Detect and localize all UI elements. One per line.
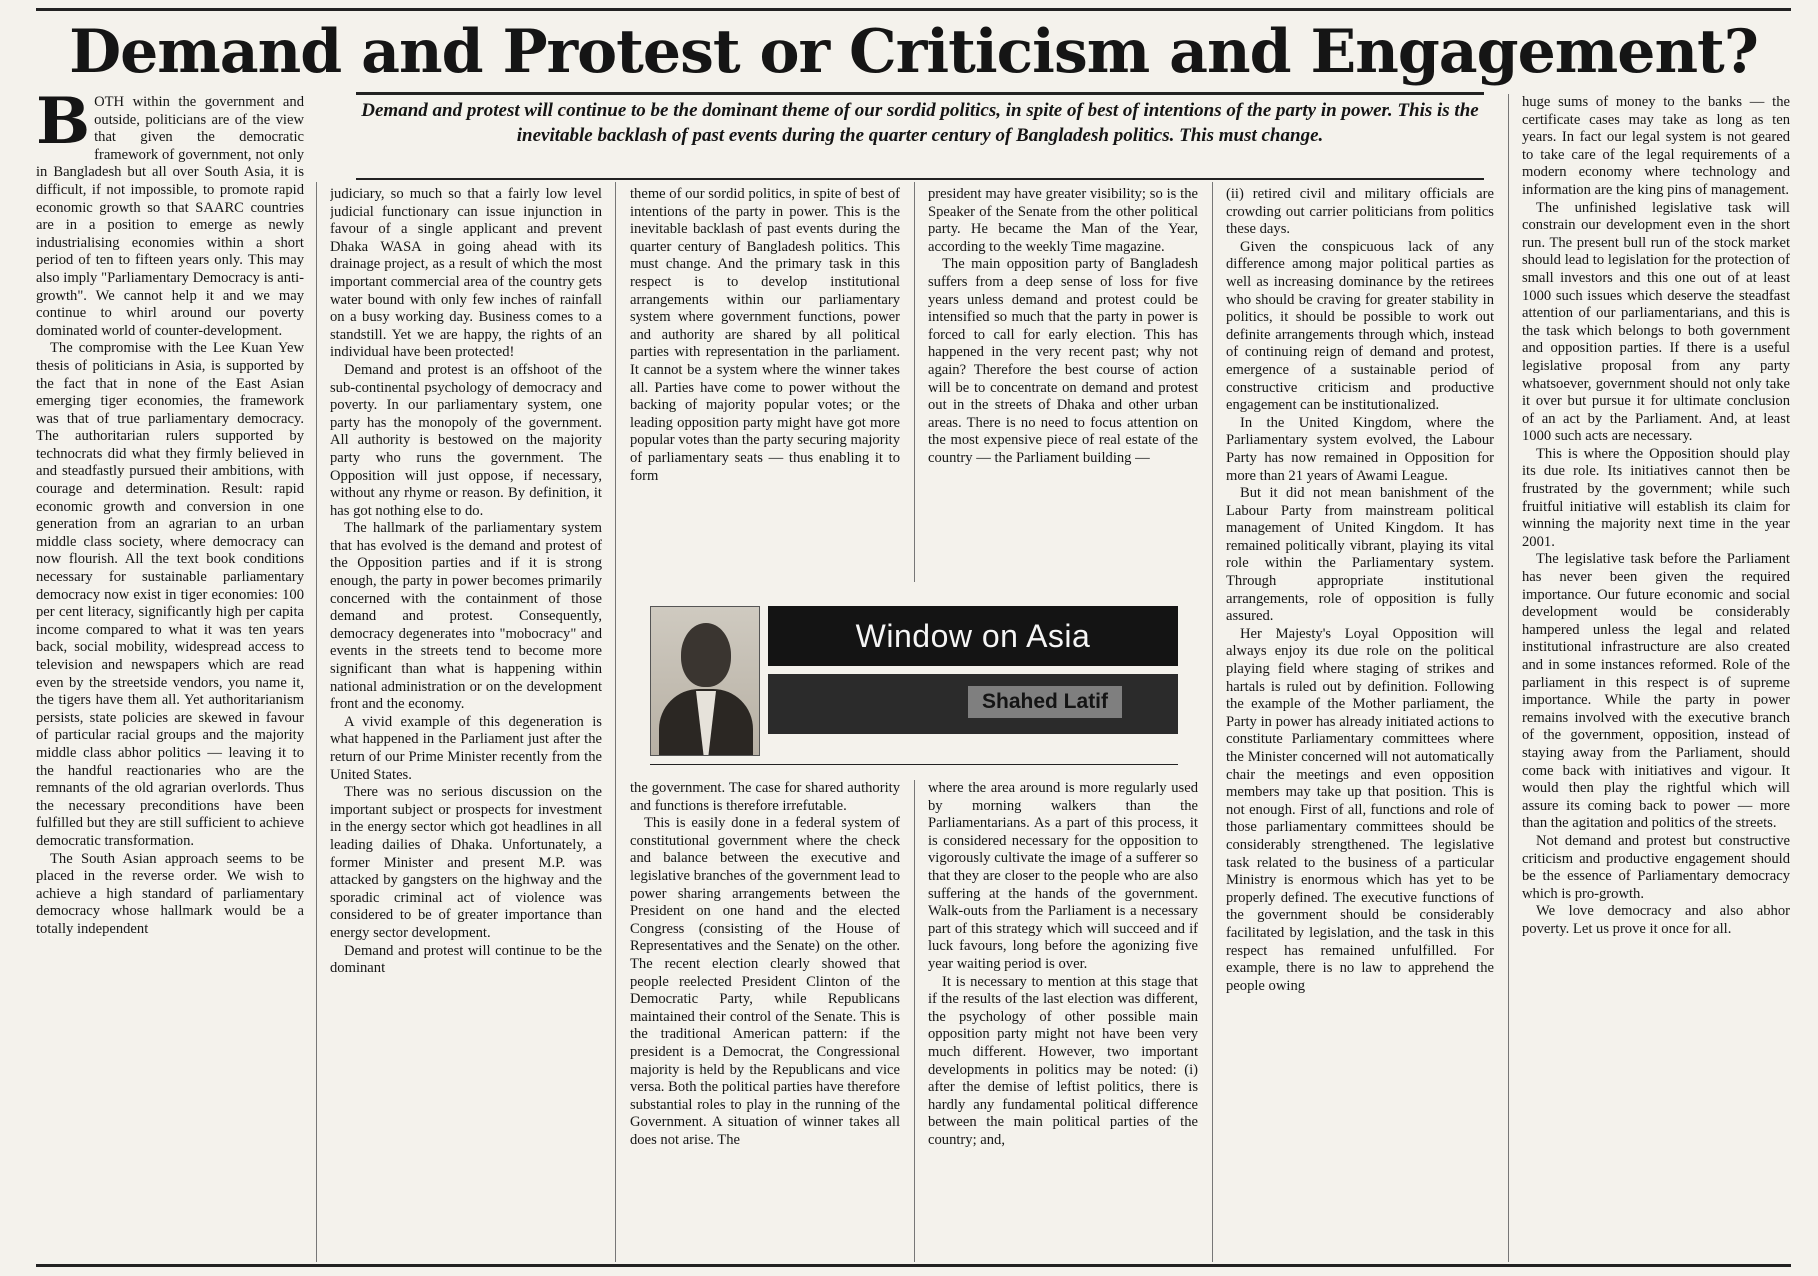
- paragraph: Demand and protest is an offshoot of the sub-continental psychology of democracy and poverty. In our parliamentary system, one party has the monopoly of the government. All authority is bestowed on the majority party who runs the government. The Opposition will just oppose, if necessary, without any rhyme or reason. By definition, it has got nothing else to do.: [330, 361, 602, 519]
- box-rule: [650, 764, 1178, 765]
- deck-rule-top: [356, 92, 1484, 95]
- paragraph: theme of our sordid politics, in spite of best of intentions of the party in power. This is the inevitable backlash of past events during the quarter century of Bangladesh politics. This must change. And the primary task in this respect is to develop institutional arrangements within our parliamentary system where government functions, power and authority are shared by all political parties with representation in the parliament. It cannot be a system where the winner takes all. Parties have come to power without the backing of majority popular votes; or the leading opposition party might have got more popular votes than the party securing majority of parliamentary seats — thus enabling it to form: [630, 186, 900, 484]
- article-column-2: [330, 186, 602, 1262]
- deck-rule-bottom: [356, 178, 1484, 180]
- paragraph: OTH within the government and outside, politicians are of the view that given the democratic framework of government, not only in Bangladesh but all over South Asia, it is difficult, if not impossible, to promote rapid economic growth so that SAARC countries are in a position to emerge as newly industrialising economies within a short period of ten to fifteen years only. This may also imply "Parliamentary Democracy is anti-growth". We cannot help it and we may continue to whirl around our poverty dominated world of counter-development.: [36, 94, 304, 339]
- column-divider: [316, 182, 317, 1262]
- author-photo: [650, 606, 760, 756]
- paragraph: where the area around is more regularly used by morning walkers than the Parliamentarians. As a part of this process, it is considered necessary for the opposition to vigorously cultivate the image of a sufferer so that they are closer to the people who are also suffering at the hands of the government. Walk-outs from the Parliament is a necessary part of this strategy which will succeed and if luck favours, long before the agonizing five year waiting period is over.: [928, 780, 1198, 972]
- article-column-5: [1226, 186, 1494, 1262]
- article-column-6: [1522, 94, 1790, 1262]
- article-column-3-top: [630, 186, 900, 584]
- paragraph: The South Asian approach seems to be placed in the reverse order. We wish to achieve a high standard of parliamentary democracy whose hallmark would be a totally independent: [36, 850, 304, 937]
- paragraph: The main opposition party of Bangladesh suffers from a deep sense of loss for five years unless demand and protest could be intensified so much that the party in power is forced to call for early election. This has happened in the very recent past; why not again? Therefore the best course of action will be to concentrate on demand and protest out in the streets of Dhaka and other urban areas. There is no need to focus attention on the most expensive piece of real estate of the country — the Parliament building —: [928, 256, 1198, 466]
- paragraph: The compromise with the Lee Kuan Yew thesis of politicians in Asia, is supported by the fact that in none of the East Asian emerging tiger economies, the framework was that of true parliamentary democracy. The authoritarian rulers supported by technocrats did what they firmly believed in and steadfastly pursued their ambitions, with courage and determination. Result: rapid economic growth and conversion in one generation from an agrarian to an urban middle class society, where democracy can now flourish. All the text book conditions necessary for sustainable parliamentary democracy now exist in tiger economies: 100 per cent literacy, significantly high per capita income compared to what it was ten years back, social mobility, widespread access to television and newspapers which are read even by the streetside vendors, you name it, the tigers have them all. Yet authoritarianism persists, state policies are skewed in favour of particular racial groups and the majority middle class abhor politics — leaving it to the handful reactionaries who are the remnants of the old agrarian overlords. Thus the necessary preconditions have been fulfilled but they are still sufficient to achieve democratic transformation.: [36, 340, 304, 849]
- paragraph: The legislative task before the Parliament has never been given the required importance. Our future economic and social development would be considerably hampered unless the legal and related institutional infrastructure are also created and in some instances reformed. Role of the parliament in this respect is of supreme importance. While the party in power remains involved with the executive branch of the government, opposition, instead of staying away from the Parliament, should come back with initiatives and vigour. It would then play the rightful which will assure its coming back to power — more than the agitation and politics of the streets.: [1522, 551, 1790, 832]
- article-column-4-bottom: [928, 780, 1198, 1262]
- bottom-rule: [36, 1264, 1791, 1267]
- deck-summary: Demand and protest will continue to be the dominant theme of our sordid politics, in spite of best of intentions of the party in power. This is the inevitable backlash of past events during the quarter century of Bangladesh politics. This must change.: [361, 100, 1479, 146]
- paragraph: This is easily done in a federal system of constitutional government where the check and balance between the executive and legislative branches of the government lead to power sharing arrangements between the President on one hand and the elected Congress (consisting of the House of Representatives and the Senate) on the other. The recent election clearly showed that people reelected President Clinton of the Democratic Party, while Republicans maintained their control of the Senate. This is the traditional American pattern: if the president is a Democrat, the Congressional majority is held by the Republicans and vice versa. Both the political parties have therefore substantial roles to play in the running of the Government. A situation of winner takes all does not arise. The: [630, 815, 900, 1148]
- paragraph: Her Majesty's Loyal Opposition will always enjoy its due role on the political playing field where staging of strikes and hartals is ruled out by definition. Following the example of the Mother parliament, the Party in power has already initiated actions to constitute Parliamentary committees where the Minister concerned will not automatically chair the meetings and even opposition members may take up that position. This is not enough. First of all, functions and role of those parliamentary committees should be considerably strengthened. The legislative task related to the business of a particular Ministry is enormous which has yet to be properly defined. The executive functions of the government should be considerably facilitated by legislation, and the task in this respect has remained unfulfilled. For example, there is no law to apprehend the people owing: [1226, 625, 1494, 994]
- author-byline: Shahed Latif: [968, 686, 1122, 718]
- paragraph: Demand and protest will continue to be the dominant: [330, 942, 602, 977]
- column-divider: [914, 780, 915, 1262]
- paragraph: the government. The case for shared authority and functions is therefore irrefutable.: [630, 780, 900, 814]
- column-divider: [615, 182, 616, 1262]
- paragraph: But it did not mean banishment of the Labour Party from mainstream political management of United Kingdom. It has remained politically vibrant, playing its vital role within the Parliamentary system. Through appropriate institutional arrangements, role of opposition is fully assured.: [1226, 485, 1494, 625]
- paragraph: A vivid example of this degeneration is what happened in the Parliament just after the return of our Prime Minister recently from the United States.: [330, 713, 602, 783]
- paragraph: Not demand and protest but constructive criticism and productive engagement should be the essence of Parliamentary democracy which is pro-growth.: [1522, 832, 1790, 902]
- paragraph: president may have greater visibility; so is the Speaker of the Senate from the other political party. He became the Man of the Year, according to the weekly Time magazine.: [928, 186, 1198, 255]
- column-header-box: [634, 588, 1182, 778]
- paragraph: This is where the Opposition should play its due role. Its initiatives cannot then be frustrated by the government; while such fruitful initiative will establish its claim for winning the majority next time in the year 2001.: [1522, 445, 1790, 550]
- drop-cap: B: [36, 94, 91, 159]
- paragraph: Given the conspicuous lack of any difference among major political parties as well as increasing dominance by the retirees who should be craving for greater stability in politics, it should be possible to work out definite arrangements through which, instead of continuing reign of demand and protest, emergence of a sustainable period of constructive criticism and productive engagement can be institutionalized.: [1226, 238, 1494, 414]
- paragraph: The hallmark of the parliamentary system that has evolved is the demand and protest of the Opposition parties and if it is strong enough, the party in power becomes primarily concerned with the containment of those demand and protest. Consequently, democracy degenerates into "mobocracy" and events in the streets tend to become more significant than what is happening within national administration or on the development front and the economy.: [330, 520, 602, 713]
- paragraph: In the United Kingdom, where the Parliamentary system evolved, the Labour Party has now remained in Opposition for more than 21 years of Awami League.: [1226, 414, 1494, 484]
- headline: Demand and Protest or Criticism and Engagement?: [69, 17, 1758, 87]
- paragraph: It is necessary to mention at this stage that if the results of the last election was different, the psychology of other possible main opposition party might not have been very much different. However, two important developments in politics may be noted: (i) after the demise of leftist politics, there is hardly any fundamental political difference between the main political parties of the country; and,: [928, 973, 1198, 1148]
- column-divider: [1212, 182, 1213, 1262]
- column-divider: [914, 182, 915, 582]
- byline-bar: [768, 674, 1178, 734]
- paragraph: We love democracy and also abhor poverty. Let us prove it once for all.: [1522, 903, 1790, 937]
- paragraph: The unfinished legislative task will constrain our development even in the short run. The present bull run of the stock market should lead to legislation for the protection of small investors and this one out of at least 1000 such issues which deserve the steadfast attention of our parliamentarians, and this is the task which belongs to both government and opposition parties. If there is a useful legislative proposal from any party whatsoever, government should not only take it over but pursue it for ultimate conclusion of an act by the Parliament. And, at least 1000 such acts are necessary.: [1522, 199, 1790, 445]
- article-column-3-bottom: [630, 780, 900, 1262]
- column-divider: [1508, 94, 1509, 1262]
- column-label: Window on Asia: [768, 606, 1178, 666]
- paragraph: There was no serious discussion on the important subject or prospects for investment in the energy sector which got headlines in all leading dailies of Dhaka. Unfortunately, a former Minister and present M.P. was attacked by gangsters on the highway and the sporadic criminal act of violence was considered to be of greater importance than energy sector development.: [330, 784, 602, 941]
- article-column-1: [36, 94, 304, 1262]
- article-column-4-top: [928, 186, 1198, 584]
- paragraph: huge sums of money to the banks — the certificate cases may take as long as ten years. In fact our legal system is not geared to take care of the legal requirements of a modern economy where technology and information are the king pins of management.: [1522, 94, 1790, 198]
- paragraph: (ii) retired civil and military officials are crowding out carrier politicians from politics these days.: [1226, 186, 1494, 238]
- paragraph: judiciary, so much so that a fairly low level judicial functionary can issue injunction in favour of a single applicant and prevent Dhaka WASA in going ahead with its drainage project, as a result of which the most important commercial area of the country gets water bound with only few inches of rainfall on a busy working day. Business comes to a standstill. Yet we are happy, the rights of an individual have been protected!: [330, 186, 602, 361]
